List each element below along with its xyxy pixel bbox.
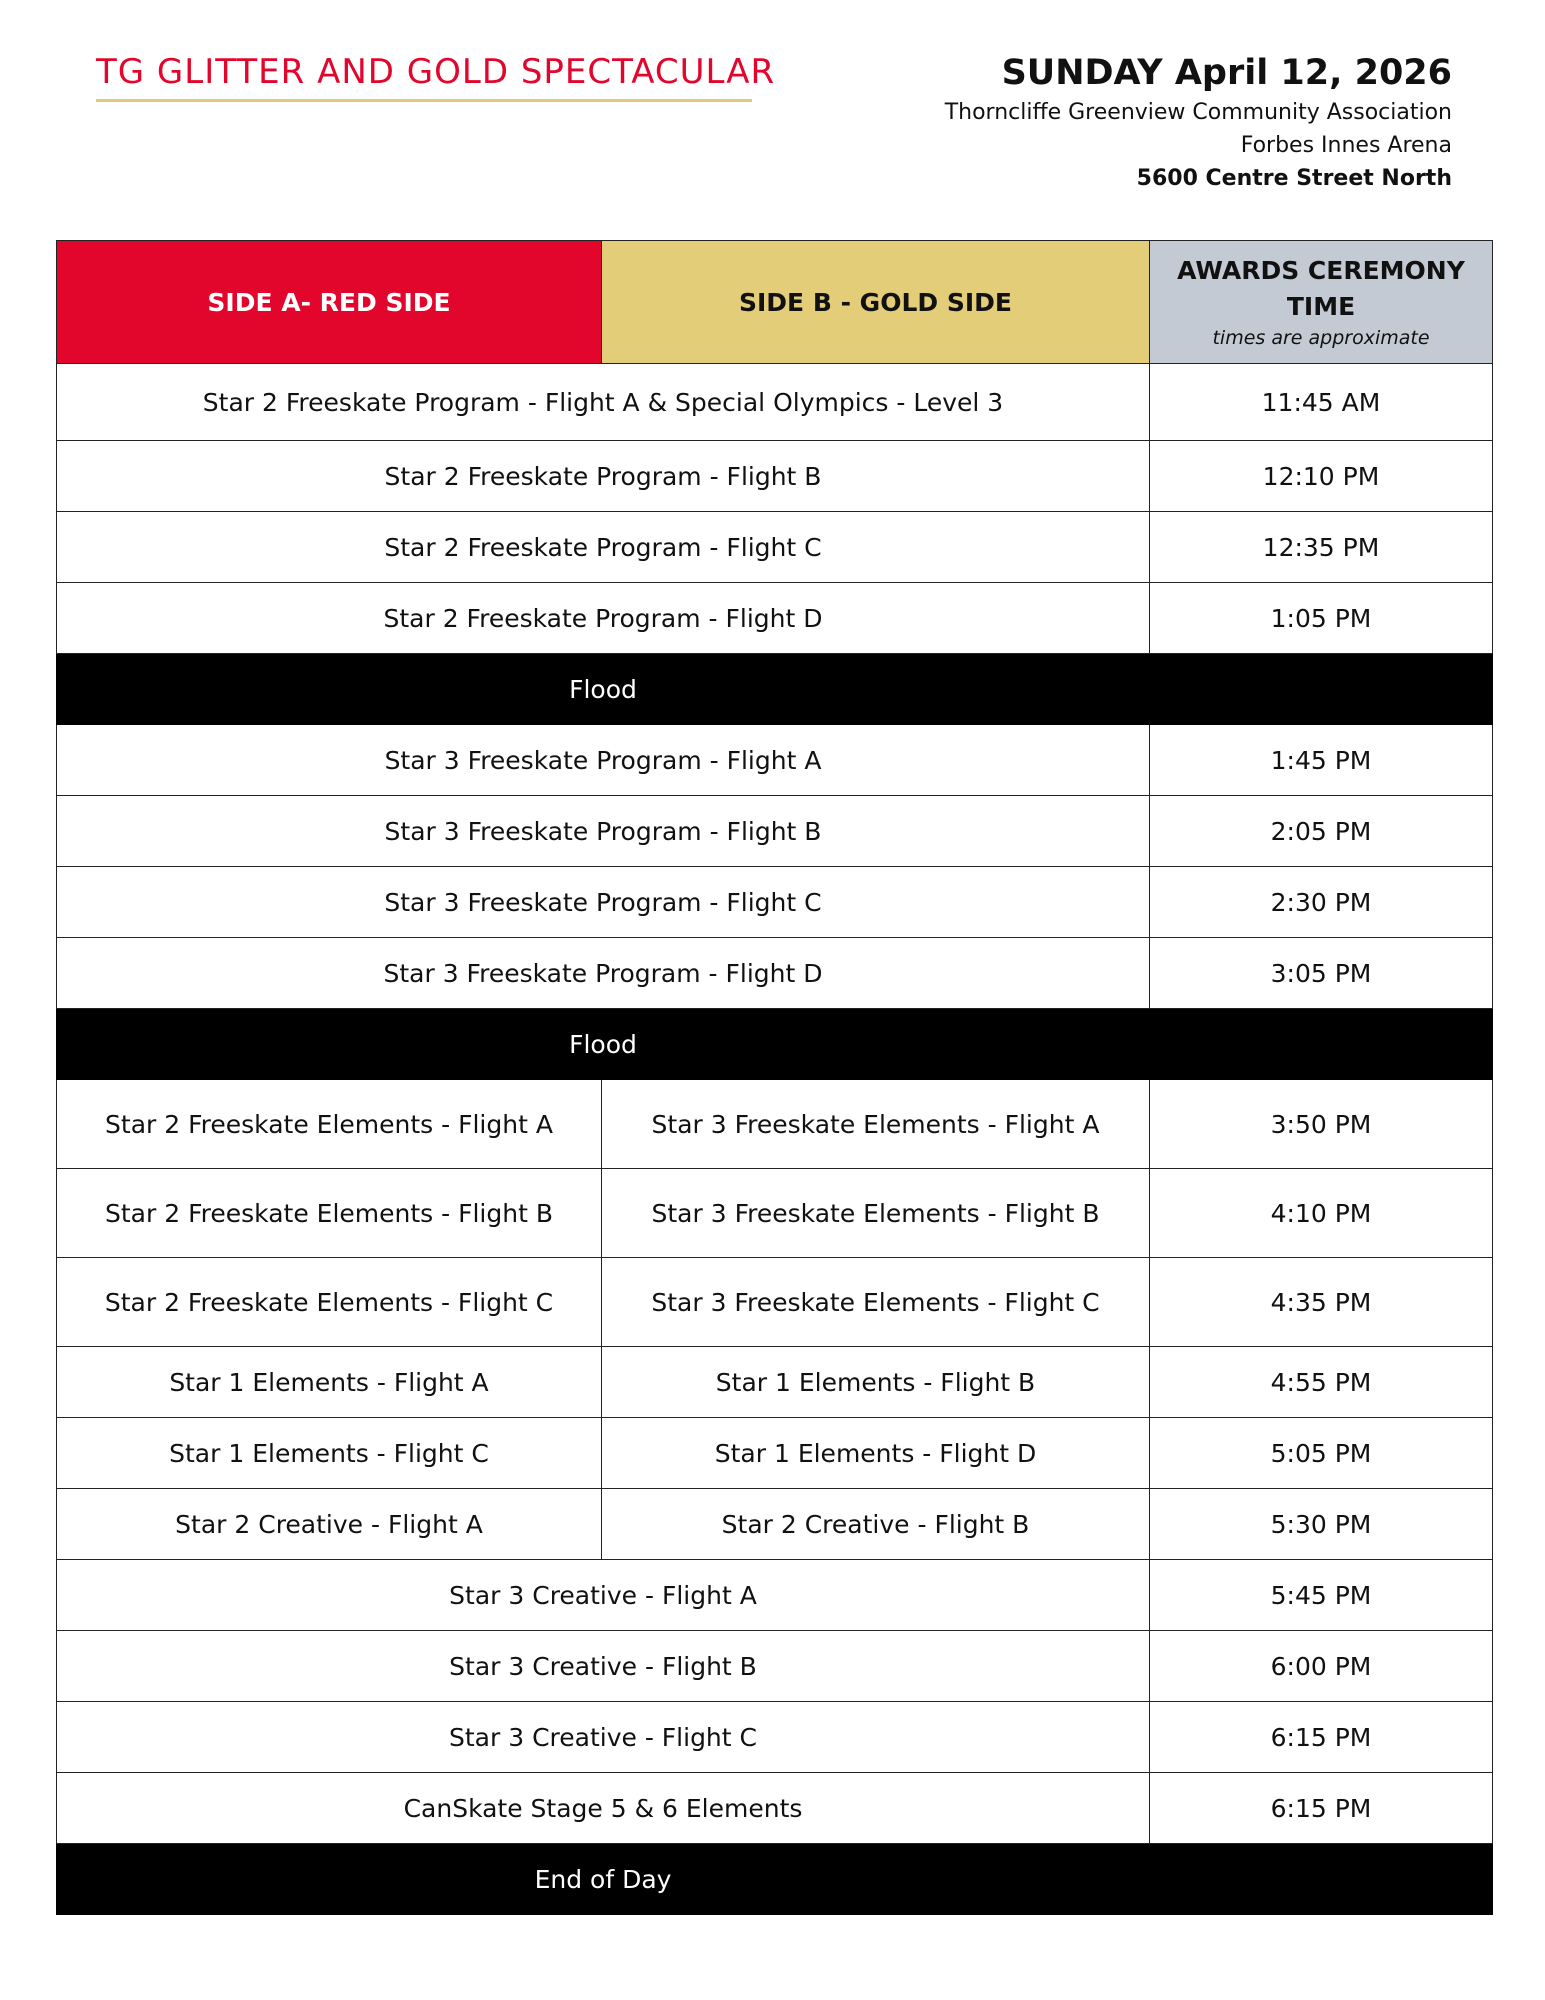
table-row xyxy=(57,512,1493,583)
event-cell: CanSkate Stage 5 & 6 Elements xyxy=(57,1773,1150,1844)
break-empty-cell xyxy=(1150,654,1493,725)
side-b-cell: Star 3 Freeskate Elements - Flight C xyxy=(602,1258,1150,1347)
side-b-cell: Star 3 Freeskate Elements - Flight B xyxy=(602,1169,1150,1258)
time-cell: 4:55 PM xyxy=(1150,1347,1493,1418)
table-row xyxy=(57,1702,1493,1773)
table-row xyxy=(57,1773,1493,1844)
header-awards-time-note: times are approximate xyxy=(1212,327,1430,349)
time-cell: 6:00 PM xyxy=(1150,1631,1493,1702)
time-cell: 1:05 PM xyxy=(1150,583,1493,654)
table-row xyxy=(57,1631,1493,1702)
time-cell: 5:45 PM xyxy=(1150,1560,1493,1631)
side-a-cell: Star 1 Elements - Flight A xyxy=(57,1347,602,1418)
time-cell: 2:05 PM xyxy=(1150,796,1493,867)
event-cell: Star 3 Freeskate Program - Flight B xyxy=(57,796,1150,867)
event-cell: Star 3 Freeskate Program - Flight A xyxy=(57,725,1150,796)
table-row xyxy=(57,796,1493,867)
header-awards-time-label: AWARDS CEREMONY TIME xyxy=(1177,256,1465,321)
table-row xyxy=(57,1169,1493,1258)
time-cell: 6:15 PM xyxy=(1150,1773,1493,1844)
header-awards-time xyxy=(1150,241,1493,364)
event-cell: Star 3 Freeskate Program - Flight D xyxy=(57,938,1150,1009)
table-row xyxy=(57,441,1493,512)
event-venue: Forbes Innes Arena xyxy=(1240,133,1452,158)
side-b-cell: Star 1 Elements - Flight D xyxy=(602,1418,1150,1489)
side-a-cell: Star 2 Freeskate Elements - Flight B xyxy=(57,1169,602,1258)
time-cell: 4:35 PM xyxy=(1150,1258,1493,1347)
side-a-cell: Star 2 Freeskate Elements - Flight C xyxy=(57,1258,602,1347)
table-header-row xyxy=(57,241,1493,364)
side-b-cell: Star 2 Creative - Flight B xyxy=(602,1489,1150,1560)
break-label: End of Day xyxy=(57,1844,1150,1915)
time-cell: 1:45 PM xyxy=(1150,725,1493,796)
header-side-b: SIDE B - GOLD SIDE xyxy=(602,241,1150,364)
flood-break-row xyxy=(57,1009,1493,1080)
time-cell: 12:10 PM xyxy=(1150,441,1493,512)
event-date: SUNDAY April 12, 2026 xyxy=(1001,53,1452,93)
break-empty-cell xyxy=(1150,1844,1493,1915)
table-row xyxy=(57,1489,1493,1560)
flood-break-row xyxy=(57,654,1493,725)
event-address: 5600 Centre Street North xyxy=(1136,166,1452,191)
event-cell: Star 3 Creative - Flight C xyxy=(57,1702,1150,1773)
table-row xyxy=(57,1080,1493,1169)
time-cell: 11:45 AM xyxy=(1150,364,1493,441)
time-cell: 3:05 PM xyxy=(1150,938,1493,1009)
title-underline xyxy=(96,99,752,102)
event-cell: Star 3 Creative - Flight A xyxy=(57,1560,1150,1631)
side-a-cell: Star 2 Creative - Flight A xyxy=(57,1489,602,1560)
break-empty-cell xyxy=(1150,1009,1493,1080)
time-cell: 2:30 PM xyxy=(1150,867,1493,938)
event-cell: Star 2 Freeskate Program - Flight B xyxy=(57,441,1150,512)
table-row xyxy=(57,725,1493,796)
time-cell: 3:50 PM xyxy=(1150,1080,1493,1169)
table-row xyxy=(57,1347,1493,1418)
event-cell: Star 2 Freeskate Program - Flight D xyxy=(57,583,1150,654)
event-cell: Star 3 Freeskate Program - Flight C xyxy=(57,867,1150,938)
event-title: TG GLITTER AND GOLD SPECTACULAR xyxy=(96,52,776,92)
table-row xyxy=(57,1418,1493,1489)
time-cell: 4:10 PM xyxy=(1150,1169,1493,1258)
event-cell: Star 2 Freeskate Program - Flight C xyxy=(57,512,1150,583)
table-row xyxy=(57,1258,1493,1347)
side-a-cell: Star 2 Freeskate Elements - Flight A xyxy=(57,1080,602,1169)
table-row xyxy=(57,938,1493,1009)
time-cell: 5:05 PM xyxy=(1150,1418,1493,1489)
schedule-table xyxy=(56,240,1493,1915)
event-cell: Star 2 Freeskate Program - Flight A & Special Olympics - Level 3 xyxy=(57,364,1150,441)
table-row xyxy=(57,1560,1493,1631)
time-cell: 12:35 PM xyxy=(1150,512,1493,583)
break-label: Flood xyxy=(57,1009,1150,1080)
header-side-a: SIDE A- RED SIDE xyxy=(57,241,602,364)
end-of-day-row xyxy=(57,1844,1493,1915)
event-cell: Star 3 Creative - Flight B xyxy=(57,1631,1150,1702)
side-b-cell: Star 3 Freeskate Elements - Flight A xyxy=(602,1080,1150,1169)
event-info xyxy=(945,50,1452,195)
side-a-cell: Star 1 Elements - Flight C xyxy=(57,1418,602,1489)
side-b-cell: Star 1 Elements - Flight B xyxy=(602,1347,1150,1418)
break-label: Flood xyxy=(57,654,1150,725)
time-cell: 5:30 PM xyxy=(1150,1489,1493,1560)
table-row xyxy=(57,867,1493,938)
event-organization: Thorncliffe Greenview Community Association xyxy=(944,100,1452,125)
table-row xyxy=(57,583,1493,654)
time-cell: 6:15 PM xyxy=(1150,1702,1493,1773)
table-row xyxy=(57,364,1493,441)
